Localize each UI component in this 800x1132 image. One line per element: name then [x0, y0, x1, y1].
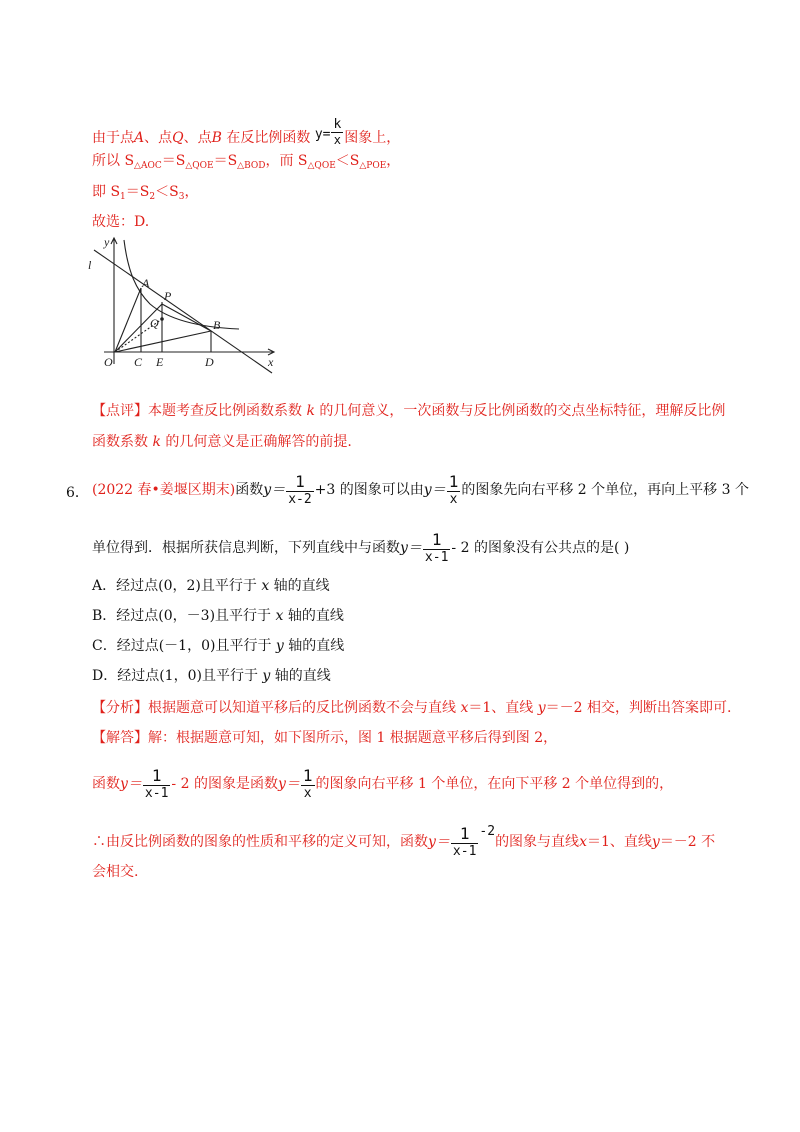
subscript: 2 — [149, 192, 156, 202]
fraction-1-over-x-1 — [143, 767, 170, 802]
text: 即 S — [92, 184, 121, 200]
label-C: C — [134, 355, 143, 369]
subscript: 1 — [120, 192, 126, 202]
text: ，而 S — [265, 153, 308, 169]
text: 、点 — [183, 130, 212, 146]
question-number: 6． — [66, 485, 89, 501]
variable: x — [460, 700, 469, 716]
fraction-1-over-x-1 — [451, 825, 478, 860]
text: 解：根据题意可知，如下图所示，图 1 根据题意平移后得到图 2， — [148, 730, 558, 746]
segment-PB — [162, 304, 211, 331]
formula-y: y＝ — [428, 834, 450, 850]
text: ＝－2 不 — [659, 834, 716, 850]
line-l — [94, 250, 272, 373]
label-Q: Q — [150, 316, 159, 330]
comment-tag: 【点评】 — [92, 403, 148, 419]
point-label: B — [211, 130, 222, 146]
option-text: 轴的直线 — [283, 638, 345, 654]
label-D: D — [205, 355, 214, 369]
text: 由于点 — [92, 130, 134, 146]
text: 的几何意义，一次函数与反比例函数的交点坐标特征，理解反比例 — [314, 403, 726, 419]
text: 单位得到．根据所获信息判断，下列直线中与函数 — [92, 540, 400, 556]
text: - 2 的图象是函数 — [171, 776, 278, 792]
question-line-2 — [92, 526, 629, 570]
label-l: l — [88, 258, 92, 272]
formula-y: y＝ — [423, 482, 446, 498]
variable: k — [152, 434, 161, 450]
text: 函数系数 — [92, 434, 153, 450]
text: 图象上， — [344, 130, 401, 146]
answer-line-1 — [92, 728, 557, 748]
label-x: x — [268, 355, 274, 369]
formula-y: y＝ — [263, 482, 286, 498]
fraction-denominator: x-1 — [452, 843, 477, 859]
option-text: B．经过点(0，－3)且平行于 — [92, 608, 276, 624]
solution-line-1 — [92, 118, 400, 149]
label-E: E — [156, 355, 164, 369]
comment-line-2 — [92, 432, 352, 452]
fraction-denominator: x-1 — [144, 785, 169, 801]
formula-y: y＝ — [400, 540, 422, 556]
question-source: (2022 春•姜堰区期末) — [92, 482, 236, 498]
text: 、点 — [144, 130, 173, 146]
variable: y — [262, 668, 271, 684]
fraction-numerator: k — [333, 117, 342, 132]
text: +3 的图象可以由 — [314, 482, 424, 498]
solution-line-4 — [92, 212, 149, 232]
subscript: △QOE — [185, 161, 214, 171]
text: ＜S — [335, 153, 360, 169]
text: ＝S — [213, 153, 238, 169]
point-label: Q — [172, 130, 184, 146]
option-a[interactable] — [92, 576, 330, 596]
text: ， — [386, 153, 401, 169]
solution-line-2 — [92, 151, 400, 176]
label-P: P — [164, 289, 172, 303]
fraction-denominator: x — [331, 132, 343, 147]
variable: y — [537, 700, 546, 716]
option-text: C．经过点(－1，0)且平行于 — [92, 638, 276, 654]
variable: x — [275, 608, 284, 624]
option-text: D．经过点(1，0)且平行于 — [92, 668, 263, 684]
question-line-1 — [92, 468, 749, 512]
variable: k — [306, 403, 315, 419]
answer-line-2 — [92, 762, 673, 806]
analysis-line — [92, 698, 731, 718]
subscript: △QOE — [307, 161, 336, 171]
option-d[interactable] — [92, 666, 331, 686]
fraction-denominator: x-1 — [424, 549, 449, 565]
formula-minus-2: -2 — [479, 824, 496, 839]
point-Q-dot — [160, 317, 164, 321]
solution-line-3 — [92, 182, 198, 207]
text: ＝S — [125, 184, 150, 200]
text: 的图象与直线 — [495, 834, 580, 850]
subscript: 3 — [178, 192, 185, 202]
analysis-tag: 【分析】 — [92, 700, 148, 716]
fraction-numerator: 1 — [302, 765, 313, 785]
formula-y: y＝ — [277, 776, 300, 792]
text: ＝1、直线 — [468, 700, 538, 716]
label-A: A — [142, 276, 150, 290]
fraction-numerator: 1 — [295, 471, 305, 491]
text: 函数 — [92, 776, 120, 792]
fraction-numerator: 1 — [431, 529, 442, 549]
answer-tag: 【解答】 — [92, 730, 148, 746]
subscript: △AOC — [134, 161, 162, 171]
text: 故选：D. — [92, 214, 150, 230]
label-y: y — [104, 235, 110, 249]
text: - 2 的图象没有公共点的是( ) — [451, 540, 630, 556]
text: ＝S — [161, 153, 186, 169]
text: ， — [184, 184, 199, 200]
text: 会相交. — [92, 864, 139, 880]
point-label: A — [134, 130, 145, 146]
variable: x — [261, 578, 270, 594]
fraction-denominator: x — [301, 785, 315, 802]
comment-line-1 — [92, 401, 725, 421]
text: ∴由反比例函数的图象的性质和平移的定义可知，函数 — [92, 834, 428, 850]
fraction-numerator: 1 — [448, 471, 459, 491]
fraction-denominator: x — [447, 491, 461, 508]
variable: y — [275, 638, 284, 654]
formula-y: y＝ — [120, 776, 142, 792]
option-text: 轴的直线 — [283, 608, 344, 624]
text: 所以 S — [92, 153, 135, 169]
text: 的几何意义是正确解答的前提. — [160, 434, 352, 450]
subscript: △POE — [359, 161, 387, 171]
text: 本题考查反比例函数系数 — [148, 403, 307, 419]
text: 的图象先向右平移 2 个单位，再向上平移 3 个 — [461, 482, 749, 498]
text: 函数 — [235, 482, 264, 498]
fraction-1-over-x — [447, 473, 461, 508]
label-B: B — [213, 318, 221, 332]
text: ＜S — [155, 184, 179, 200]
answer-line-4 — [92, 862, 138, 882]
fraction-1-over-x-1 — [423, 531, 450, 566]
fraction-numerator: 1 — [151, 765, 162, 785]
fraction-denominator: x-2 — [288, 491, 312, 507]
fraction-numerator: 1 — [459, 823, 470, 843]
option-text: 轴的直线 — [269, 578, 330, 594]
text: 的图象向右平移 1 个单位，在向下平移 2 个单位得到的， — [315, 776, 674, 792]
fraction-1-over-x — [301, 767, 315, 802]
variable: x — [579, 834, 587, 850]
text: ＝1、直线 — [586, 834, 652, 850]
text: ＝－2 相交，判断出答案即可. — [545, 700, 732, 716]
label-O: O — [104, 355, 113, 369]
subscript: △BOD — [237, 161, 266, 171]
option-text: 轴的直线 — [270, 668, 331, 684]
option-b[interactable] — [92, 606, 344, 626]
text: 在反比例函数 — [221, 130, 311, 146]
fraction-1-over-x-2 — [286, 473, 313, 508]
fraction-k-over-x — [331, 118, 343, 147]
answer-line-3 — [92, 820, 715, 864]
option-c[interactable] — [92, 636, 344, 656]
text: 根据题意可以知道平移后的反比例函数不会与直线 — [148, 700, 461, 716]
variable: y — [651, 834, 660, 850]
geometry-figure — [84, 232, 284, 377]
option-text: A．经过点(0，2)且平行于 — [92, 578, 262, 594]
formula-y: y= — [314, 127, 331, 142]
